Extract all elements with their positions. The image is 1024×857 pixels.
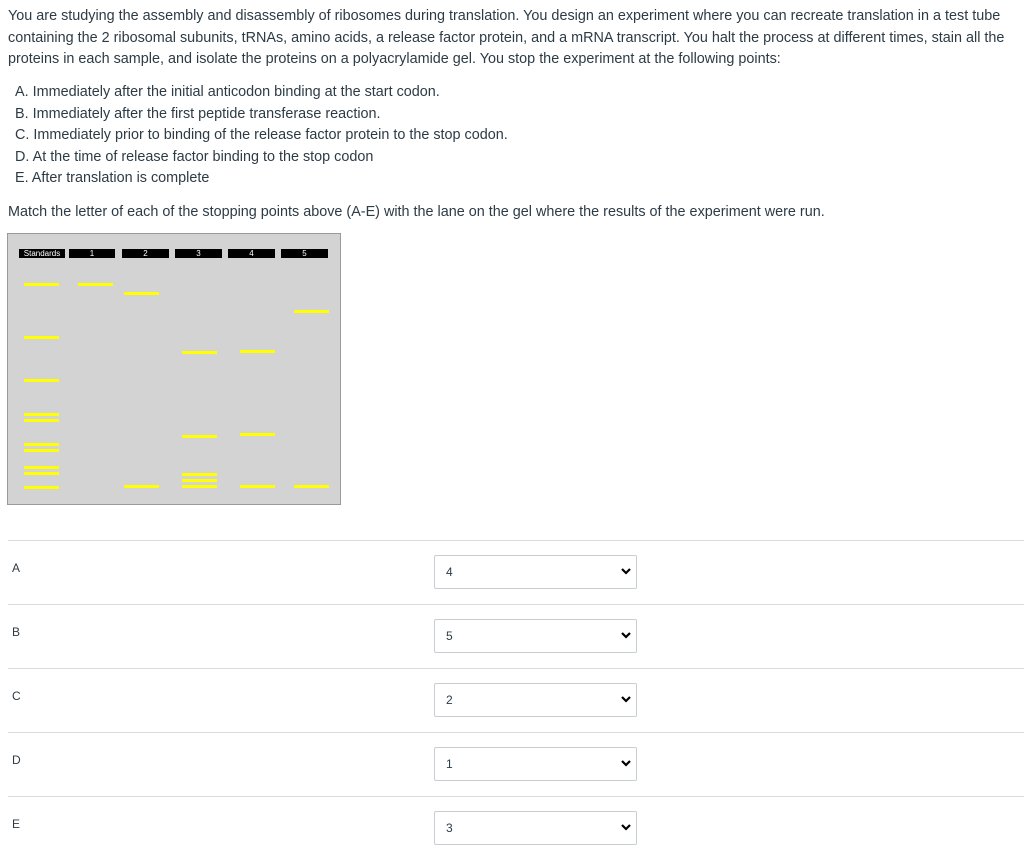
row-divider: [8, 668, 1024, 669]
match-instruction: Match the letter of each of the stopping points above (A-E) with the lane on the gel where the results of the experiment were run.: [8, 204, 825, 220]
gel-band: [24, 443, 59, 446]
gel-band: [294, 485, 329, 488]
gel-band: [24, 449, 59, 452]
stopping-point-d: D. At the time of release factor binding to the stop codon: [15, 148, 374, 165]
lane-select-b[interactable]: [434, 619, 637, 653]
gel-band: [240, 485, 275, 488]
chevron-down-icon: [620, 693, 632, 705]
gel-band: [182, 485, 217, 488]
row-letter-c: C: [12, 689, 21, 703]
gel-band: [24, 472, 59, 475]
question-intro: You are studying the assembly and disassembly of ribosomes during translation. You design an experiment where you can recreate translation in a test tube containing the 2 ribosomal subunits, tRNAs, amino acids, a release factor protein, and a mRNA transcript. You halt the process at different times, stain all the proteins in each sample, and isolate the proteins on a polyacrylamide gel. You stop the experiment at the following points:: [8, 8, 1005, 67]
row-divider: [8, 540, 1024, 541]
gel-band: [240, 433, 275, 436]
stopping-point-b: B. Immediately after the first peptide transferase reaction.: [15, 105, 381, 122]
gel-band: [182, 479, 217, 482]
gel-band: [240, 350, 275, 353]
lane-label-1: 1: [69, 249, 115, 258]
chevron-down-icon: [620, 565, 632, 577]
gel-band: [124, 485, 159, 488]
select-value: 1: [446, 757, 453, 771]
gel-band: [78, 283, 113, 286]
row-letter-e: E: [12, 817, 21, 831]
gel-band: [24, 486, 59, 489]
select-value: 3: [446, 821, 453, 835]
gel-band: [24, 419, 59, 422]
row-divider: [8, 732, 1024, 733]
gel-band: [294, 310, 329, 313]
select-value: 4: [446, 565, 453, 579]
lane-label-2: 2: [122, 249, 169, 258]
select-value: 2: [446, 693, 453, 707]
lane-label-standards: Standards: [19, 249, 65, 258]
chevron-down-icon: [620, 821, 632, 833]
stopping-point-a: A. Immediately after the initial anticodon binding at the start codon.: [15, 84, 440, 100]
gel-band: [182, 473, 217, 476]
lane-select-c[interactable]: [434, 683, 637, 717]
stopping-point-e: E. After translation is complete: [15, 170, 210, 187]
gel-band: [24, 466, 59, 469]
gel-image: [7, 233, 341, 505]
lane-select-d[interactable]: [434, 747, 637, 781]
row-letter-b: B: [12, 625, 21, 639]
chevron-down-icon: [620, 629, 632, 641]
gel-band: [24, 379, 59, 382]
gel-band: [24, 283, 59, 286]
gel-band: [124, 292, 159, 295]
row-letter-d: D: [12, 753, 21, 767]
gel-band: [24, 336, 59, 339]
gel-band: [182, 351, 217, 354]
gel-band: [182, 435, 217, 438]
stopping-point-c: C. Immediately prior to binding of the release factor protein to the stop codon.: [15, 127, 508, 144]
lane-label-3: 3: [175, 249, 222, 258]
lane-label-4: 4: [228, 249, 275, 258]
row-divider: [8, 796, 1024, 797]
row-letter-a: A: [12, 561, 21, 575]
select-value: 5: [446, 629, 453, 643]
chevron-down-icon: [620, 757, 632, 769]
stopping-points-list: [15, 82, 508, 190]
lane-select-a[interactable]: [434, 555, 637, 589]
lane-select-e[interactable]: [434, 811, 637, 845]
lane-label-5: 5: [281, 249, 328, 258]
row-divider: [8, 604, 1024, 605]
gel-band: [24, 413, 59, 416]
